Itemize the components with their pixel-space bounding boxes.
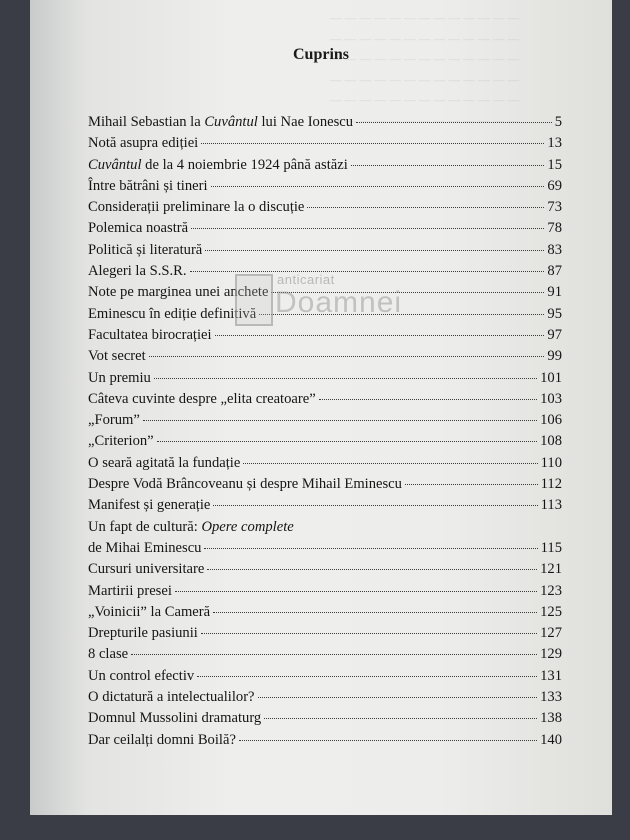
toc-page-number: 127	[540, 625, 562, 642]
toc-entry-label	[88, 689, 255, 706]
toc-entry[interactable]	[88, 135, 562, 156]
toc-page-number: 131	[540, 667, 562, 684]
toc-entry-label	[88, 370, 151, 387]
dot-leader	[143, 420, 537, 421]
toc-entry-text: O seară agitată la fundație	[88, 454, 241, 471]
dot-leader	[356, 122, 552, 123]
toc-entry-text: Mihail Sebastian la	[88, 114, 205, 130]
toc-page-number: 113	[540, 497, 562, 514]
toc-entry-text: de la 4 noiembrie 1924 până astăzi	[141, 156, 348, 173]
toc-entry-text: Un premiu	[88, 369, 151, 386]
toc-entry-label	[88, 242, 202, 259]
dot-leader	[264, 718, 537, 719]
toc-entry-text: Eminescu în ediție definitivă	[88, 305, 257, 322]
toc-entry-label	[88, 178, 208, 195]
dot-leader	[319, 399, 537, 400]
toc-entry-label	[88, 220, 188, 237]
toc-entry[interactable]	[88, 689, 562, 710]
toc-page-number: 5	[554, 114, 562, 130]
toc-entry-text: Între bătrâni și tineri	[88, 177, 208, 194]
toc-entry-text: Note pe marginea unei anchete	[88, 284, 269, 301]
toc-entry-label	[88, 625, 198, 642]
toc-entry[interactable]	[88, 242, 562, 263]
toc-page-number: 115	[540, 539, 562, 556]
toc-page-number: 95	[547, 305, 562, 322]
toc-page-number: 78	[547, 220, 562, 237]
toc-entry-text: Cursuri universitare	[88, 561, 205, 578]
toc-page-number: 121	[540, 561, 562, 578]
toc-entry[interactable]	[88, 497, 562, 518]
toc-entry[interactable]	[88, 412, 562, 433]
toc-entry-text: Drepturile pasiunii	[88, 625, 198, 642]
toc-page-number: 103	[540, 390, 562, 407]
toc-entry-text: „Voinicii” la Cameră	[88, 603, 211, 620]
toc-page-number: 129	[540, 646, 562, 663]
toc-page-number: 13	[547, 135, 562, 152]
dot-leader	[351, 165, 545, 166]
toc-page-number: 99	[547, 348, 562, 365]
toc-entry-text: „Criterion”	[88, 433, 154, 450]
toc-entry[interactable]	[88, 625, 562, 646]
toc-page-number: 106	[540, 412, 562, 429]
toc-entry-text: Dar ceilalți domni Boilă?	[88, 731, 236, 748]
toc-entry-label	[88, 732, 236, 749]
toc-entry-text: Despre Vodă Brâncoveanu și despre Mihail Eminescu	[88, 476, 402, 493]
toc-entry-label	[88, 263, 187, 280]
toc-page-number: 69	[547, 177, 562, 194]
toc-page-number: 101	[540, 369, 562, 386]
dot-leader	[154, 378, 537, 379]
toc-page-number: 87	[547, 263, 562, 280]
table-of-contents	[88, 114, 562, 753]
toc-entry-label	[88, 391, 316, 408]
toc-entry-label	[88, 604, 210, 621]
toc-entry[interactable]	[88, 561, 562, 582]
toc-entry-label	[88, 327, 212, 344]
toc-entry[interactable]	[88, 157, 562, 178]
toc-entry[interactable]	[88, 476, 562, 497]
show-through-text: — — — — — — — — — — — — — — — — — — — — — — — — — — — — — — — — — — — — — — — — — — — — — — — — — — — — — — — — — — — — — — — — — — — — — — — — — — — — — —	[330, 10, 520, 128]
toc-entry-label	[88, 710, 261, 727]
toc-entry[interactable]	[88, 370, 562, 391]
toc-entry[interactable]	[88, 646, 562, 667]
toc-page-number: 108	[540, 433, 562, 450]
watermark-book-icon	[235, 274, 273, 326]
dot-leader	[175, 591, 537, 592]
watermark-big-text: Doamnei	[275, 286, 403, 319]
toc-entry[interactable]	[88, 433, 562, 454]
toc-entry[interactable]	[88, 668, 562, 689]
toc-entry-text: O dictatură a intelectualilor?	[88, 689, 255, 706]
toc-page-number: 91	[547, 284, 562, 301]
dot-leader	[239, 740, 537, 741]
toc-entry[interactable]	[88, 391, 562, 412]
toc-page-number: 110	[540, 454, 562, 471]
dot-leader	[307, 207, 544, 208]
dot-leader	[207, 569, 537, 570]
toc-entry-text: Polemica noastră	[88, 220, 189, 237]
toc-entry-text: Opere complete	[201, 518, 294, 535]
toc-entry-text: Vot secret	[88, 348, 146, 365]
dot-leader	[215, 335, 545, 336]
toc-entry-label	[88, 114, 353, 131]
toc-entry-text: Câteva cuvinte despre „elita creatoare”	[88, 390, 316, 407]
toc-entry-label	[88, 157, 348, 174]
toc-entry-text: Considerații preliminare la o discuție	[88, 199, 305, 216]
toc-page-number: 123	[540, 582, 562, 599]
toc-page-number: 112	[540, 476, 562, 493]
toc-entry-label	[88, 497, 210, 514]
toc-page-number: 15	[547, 156, 562, 173]
dot-leader	[131, 654, 537, 655]
dot-leader	[213, 612, 537, 613]
watermark-logo	[235, 268, 405, 334]
toc-entry-text: 8 clase	[88, 646, 129, 663]
dot-leader	[243, 463, 537, 464]
toc-entry[interactable]	[88, 604, 562, 625]
dot-leader	[197, 676, 537, 677]
dot-leader	[213, 505, 537, 506]
toc-entry-text: Cuvântul	[204, 114, 258, 130]
toc-page-number: 133	[540, 689, 562, 706]
dot-leader	[204, 548, 537, 549]
toc-entry-text: Un fapt de cultură:	[88, 518, 202, 535]
dot-leader	[201, 143, 544, 144]
dot-leader	[211, 186, 545, 187]
toc-entry-label	[88, 455, 240, 472]
dot-leader	[205, 250, 544, 251]
toc-entry[interactable]	[88, 220, 562, 241]
toc-entry-label	[88, 583, 172, 600]
toc-page-number: 140	[540, 731, 562, 748]
toc-page-number: 125	[540, 603, 562, 620]
toc-entry-text: „Forum”	[88, 412, 140, 429]
toc-entry-label	[88, 646, 128, 663]
page-title: Cuprins	[292, 46, 350, 63]
dot-leader	[201, 633, 537, 634]
dot-leader	[258, 697, 538, 698]
toc-entry[interactable]	[88, 583, 562, 604]
toc-entry-label	[88, 540, 201, 557]
dot-leader	[191, 228, 544, 229]
toc-entry-label	[88, 519, 562, 540]
toc-entry[interactable]	[88, 114, 562, 135]
toc-entry-label	[88, 561, 204, 578]
toc-entry-text: Un control efectiv	[88, 667, 195, 684]
toc-page-number: 138	[540, 710, 562, 727]
toc-entry[interactable]	[88, 199, 562, 220]
toc-entry-label	[88, 306, 256, 323]
toc-entry-label	[88, 412, 140, 429]
toc-entry-text: Manifest și generație	[88, 497, 211, 514]
toc-entry-text: lui Nae Ionescu	[257, 114, 354, 130]
toc-page-number: 73	[547, 199, 562, 216]
watermark-small-text: anticariat	[277, 272, 335, 287]
toc-entry-label	[88, 476, 402, 493]
dot-leader	[405, 484, 538, 485]
toc-entry-label	[88, 668, 194, 685]
toc-page-number: 97	[547, 326, 562, 343]
toc-entry-text: de Mihai Eminescu	[88, 539, 202, 556]
toc-entry[interactable]	[88, 178, 562, 199]
toc-entry[interactable]	[88, 732, 562, 753]
dot-leader	[149, 356, 545, 357]
book-page	[30, 0, 612, 815]
toc-entry-text: Politică și literatură	[88, 241, 203, 258]
dot-leader	[157, 441, 537, 442]
toc-entry[interactable]	[88, 519, 562, 562]
toc-entry-text: Notă asupra ediției	[88, 135, 199, 152]
toc-entry-label	[88, 199, 304, 216]
toc-entry-text: Facultatea birocrației	[88, 326, 212, 343]
toc-entry[interactable]	[88, 455, 562, 476]
toc-page-number: 83	[547, 241, 562, 258]
toc-entry-text: Cuvântul	[88, 156, 142, 173]
toc-entry-text: Martirii presei	[88, 582, 172, 599]
toc-entry-label	[88, 433, 154, 450]
toc-entry[interactable]	[88, 348, 562, 369]
toc-entry-text: Domnul Mussolini dramaturg	[88, 710, 262, 727]
toc-entry[interactable]	[88, 710, 562, 731]
toc-entry-label	[88, 135, 198, 152]
toc-entry-text: Alegeri la S.S.R.	[88, 263, 187, 280]
toc-entry-label	[88, 348, 146, 365]
